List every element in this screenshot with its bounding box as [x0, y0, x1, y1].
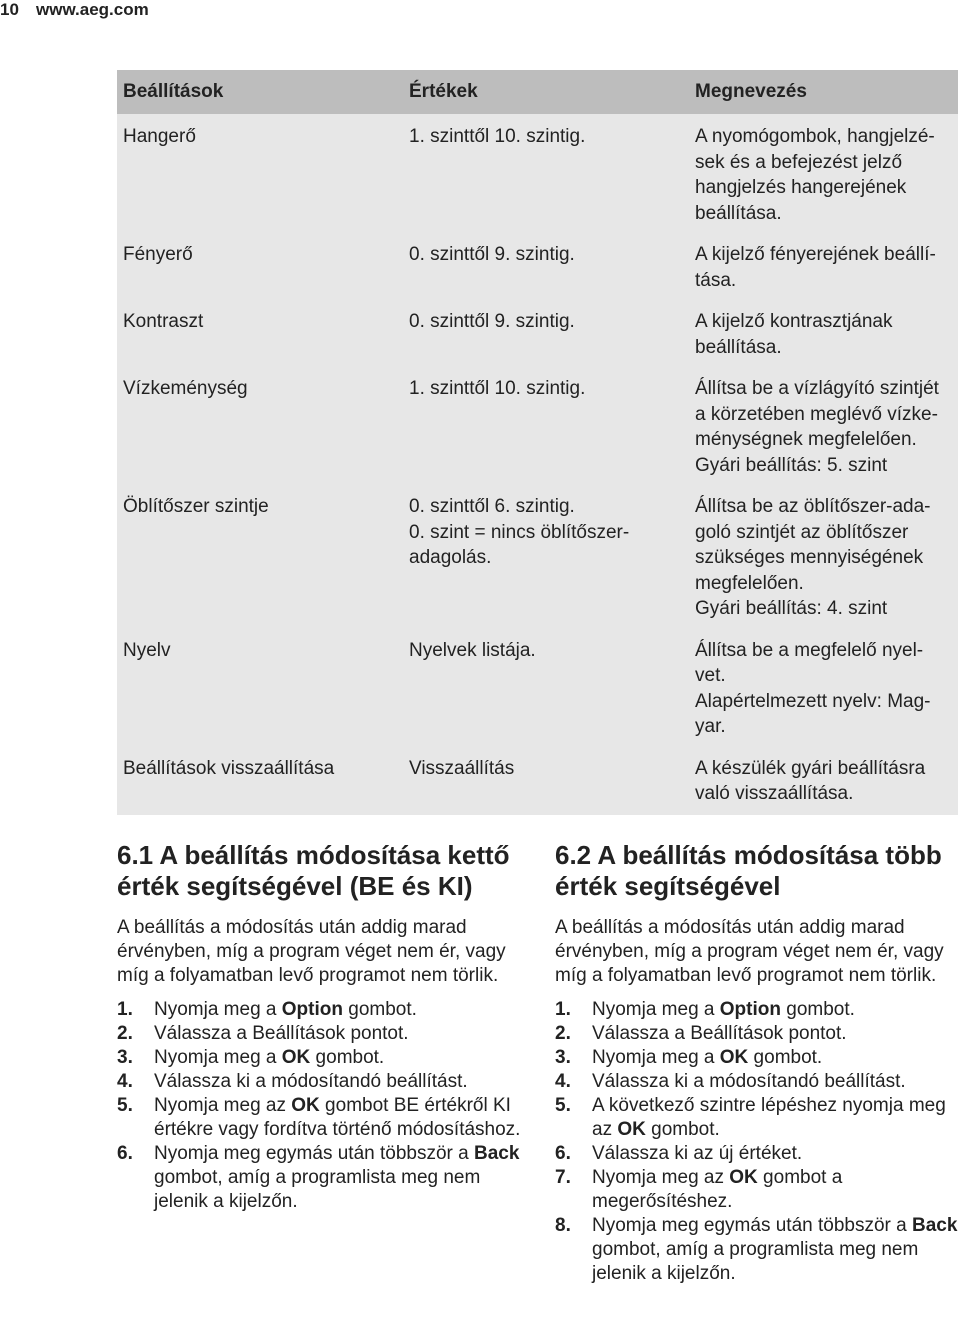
step-text: A következő szintre lépéshez nyomja meg az — [592, 1095, 946, 1140]
setting-cell: Nyelv — [117, 630, 397, 748]
list-item — [117, 1094, 527, 1142]
values-cell: 0. szinttől 6. szintig. 0. szint = nincs öblítőszer- adagolás. — [397, 486, 683, 630]
list-item — [555, 1022, 960, 1046]
step-text: gombot. — [310, 1047, 385, 1068]
step-text: gombot BE értékről KI értékre vagy fordítva történő módosításhoz. — [154, 1095, 521, 1140]
step-number: 3. — [117, 1047, 133, 1068]
setting-cell: Vízkeménység — [117, 368, 397, 486]
step-number: 3. — [555, 1047, 571, 1068]
list-item — [555, 1214, 960, 1286]
steps-list — [555, 998, 960, 1286]
step-number: 6. — [555, 1143, 571, 1164]
step-number: 4. — [555, 1071, 571, 1092]
values-cell: 0. szinttől 9. szintig. — [397, 301, 683, 368]
button-name: Option — [281, 999, 343, 1020]
values-cell: 0. szinttől 9. szintig. — [397, 234, 683, 301]
step-number: 2. — [555, 1023, 571, 1044]
step-number: 1. — [117, 999, 133, 1020]
step-text: gombot, amíg a programlista meg nem jelenik a kijelzőn. — [154, 1167, 481, 1212]
step-number: 5. — [555, 1095, 571, 1116]
description-cell: A készülék gyári beállításra való visszaállítása. — [683, 748, 958, 815]
step-text: Nyomja meg egymás után többször a — [592, 1215, 912, 1236]
list-item — [555, 1142, 960, 1166]
page-number: 10 — [0, 0, 19, 19]
description-cell: Állítsa be az öblítőszer-ada- goló szintjét az öblítőszer szükséges mennyiségének megfelelően. Gyári beállítás: 4. szint — [683, 486, 958, 630]
list-item — [117, 1142, 527, 1214]
step-text: Nyomja meg az — [154, 1095, 292, 1116]
website-url: www.aeg.com — [36, 0, 149, 19]
column-header-description: Megnevezés — [683, 70, 958, 114]
step-text: Válassza ki az új értéket. — [592, 1143, 803, 1164]
values-cell: 1. szinttől 10. szintig. — [397, 114, 683, 234]
step-text: Nyomja meg egymás után többször a — [154, 1143, 474, 1164]
step-number: 5. — [117, 1095, 133, 1116]
step-text: gombot, amíg a programlista meg nem jelenik a kijelzőn. — [592, 1239, 919, 1284]
step-text: gombot a megerősítéshez. — [592, 1167, 843, 1212]
step-text: gombot. — [645, 1119, 720, 1140]
values-cell: Visszaállítás — [397, 748, 683, 815]
step-number: 2. — [117, 1023, 133, 1044]
step-text: Válassza a Beállítások pontot. — [592, 1023, 847, 1044]
button-name: OK — [281, 1047, 311, 1068]
list-item — [555, 1094, 960, 1142]
list-item — [555, 1046, 960, 1070]
list-item — [117, 1022, 527, 1046]
step-text: Válassza ki a módosítandó beállítást. — [154, 1071, 468, 1092]
button-name: Back — [474, 1143, 520, 1164]
values-cell: Nyelvek listája. — [397, 630, 683, 748]
button-name: OK — [617, 1119, 646, 1140]
settings-table — [117, 70, 958, 815]
step-text: Válassza ki a módosítandó beállítást. — [592, 1071, 906, 1092]
step-text: gombot. — [780, 999, 855, 1020]
section-intro: A beállítás a módosítás után addig marad érvényben, míg a program véget nem ér, vagy míg a folyamatban levő programot nem törlik. — [117, 917, 506, 986]
button-name: Option — [719, 999, 781, 1020]
button-name: OK — [291, 1095, 320, 1116]
description-cell: Állítsa be a megfelelő nyel- vet. Alapértelmezett nyelv: Mag- yar. — [683, 630, 958, 748]
setting-cell: Hangerő — [117, 114, 397, 234]
list-item — [117, 1046, 527, 1070]
setting-cell: Kontraszt — [117, 301, 397, 368]
step-number: 1. — [555, 999, 571, 1020]
setting-cell: Beállítások visszaállítása — [117, 748, 397, 815]
description-cell: A kijelző fényerejének beállí- tása. — [683, 234, 958, 301]
values-cell: 1. szinttől 10. szintig. — [397, 368, 683, 486]
step-text: Nyomja meg az — [592, 1167, 730, 1188]
step-text: Válassza a Beállítások pontot. — [154, 1023, 409, 1044]
step-text: Nyomja meg a — [154, 999, 282, 1020]
list-item — [117, 1070, 527, 1094]
button-name: OK — [729, 1167, 758, 1188]
section-two-values — [117, 840, 527, 1214]
table-row — [117, 630, 958, 748]
table-row — [117, 234, 958, 301]
step-text: Nyomja meg a — [154, 1047, 282, 1068]
description-cell: A nyomógombok, hangjelzé- sek és a befejezést jelző hangjelzés hangerejének beállítása. — [683, 114, 958, 234]
section-intro: A beállítás a módosítás után addig marad érvényben, míg a program véget nem ér, vagy míg a folyamatban levő programot nem törlik. — [555, 917, 944, 986]
column-header-values: Értékek — [397, 70, 683, 114]
step-number: 6. — [117, 1143, 133, 1164]
section-title: 6.2 A beállítás módosítása több érték segítségével — [555, 840, 942, 901]
description-cell: Állítsa be a vízlágyító szintjét a körzetében meglévő vízke- ménységnek megfelelően. Gyári beállítás: 5. szint — [683, 368, 958, 486]
table-row — [117, 748, 958, 815]
table-row — [117, 114, 958, 234]
setting-cell: Öblítőszer szintje — [117, 486, 397, 630]
step-text: gombot. — [748, 1047, 823, 1068]
table-row — [117, 368, 958, 486]
step-number: 8. — [555, 1215, 571, 1236]
step-text: Nyomja meg a — [592, 1047, 720, 1068]
section-title: 6.1 A beállítás módosítása kettő érték segítségével (BE és KI) — [117, 840, 510, 901]
step-number: 4. — [117, 1071, 133, 1092]
table-header-row — [117, 70, 958, 114]
list-item — [117, 998, 527, 1022]
table-row — [117, 301, 958, 368]
step-number: 7. — [555, 1167, 571, 1188]
table-row — [117, 486, 958, 630]
button-name: Back — [912, 1215, 958, 1236]
list-item — [555, 1070, 960, 1094]
column-header-settings: Beállítások — [117, 70, 397, 114]
button-name: OK — [719, 1047, 749, 1068]
section-multiple-values — [555, 840, 960, 1286]
step-text: Nyomja meg a — [592, 999, 720, 1020]
step-text: gombot. — [342, 999, 417, 1020]
list-item — [555, 998, 960, 1022]
list-item — [555, 1166, 960, 1214]
steps-list — [117, 998, 527, 1214]
setting-cell: Fényerő — [117, 234, 397, 301]
description-cell: A kijelző kontrasztjának beállítása. — [683, 301, 958, 368]
